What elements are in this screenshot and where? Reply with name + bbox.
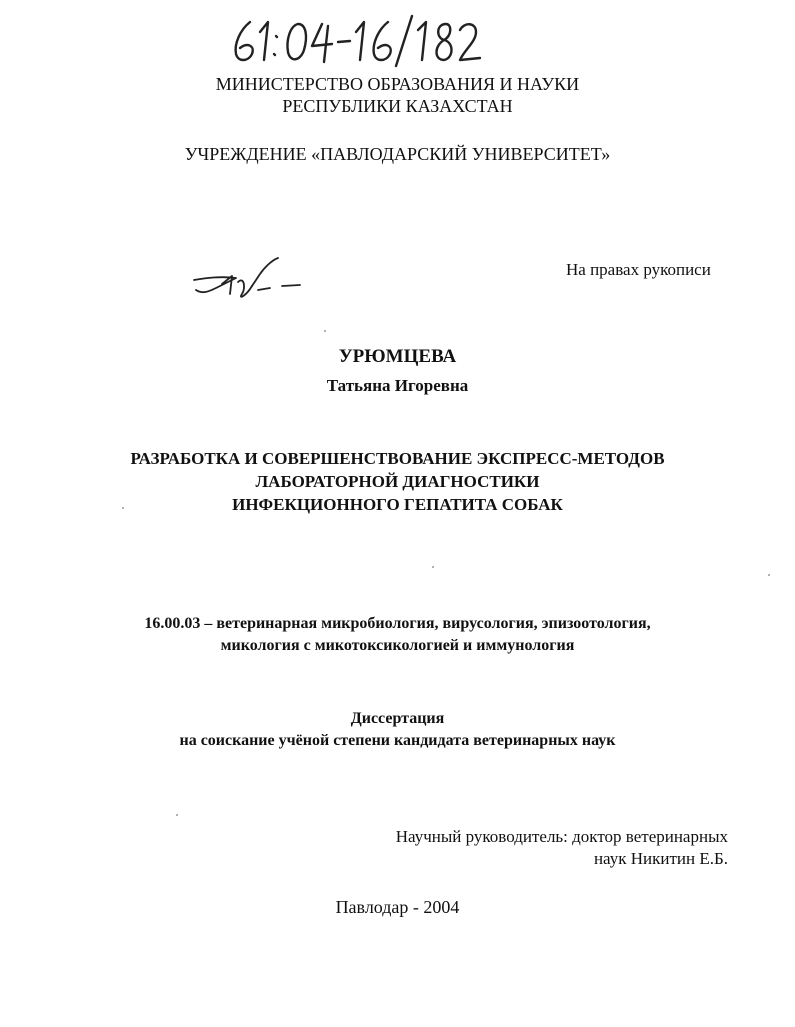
handwritten-archive-number (228, 10, 488, 68)
specialty-line-2: микология с микотоксикологией и иммунология (220, 637, 575, 654)
specialty-code (0, 613, 795, 657)
ministry-line-1: МИНИСТЕРСТВО ОБРАЗОВАНИЯ И НАУКИ (215, 74, 580, 94)
title-line-2: ЛАБОРАТОРНОЙ ДИАГНОСТИКИ (255, 472, 540, 491)
ministry-line-2: РЕСПУБЛИКИ КАЗАХСТАН (282, 96, 513, 116)
author-given-name: Татьяна Игоревна (326, 376, 469, 395)
scan-speck (768, 574, 770, 576)
degree-description: на соискание учёной степени кандидата ветеринарных наук (179, 732, 616, 749)
scientific-supervisor (396, 826, 728, 870)
institution-heading (0, 143, 795, 165)
signature-handwriting (186, 254, 306, 308)
scan-speck (432, 566, 434, 568)
specialty-line-1: 16.00.03 – ветеринарная микробиология, вирусология, эпизоотология, (144, 615, 651, 632)
signature (186, 254, 306, 308)
scan-speck (122, 507, 124, 509)
scan-speck (324, 330, 326, 332)
institution-name: УЧРЕЖДЕНИЕ «ПАВЛОДАРСКИЙ УНИВЕРСИТЕТ» (184, 144, 611, 164)
scan-speck (176, 814, 178, 816)
supervisor-line-2: наук Никитин Е.Б. (593, 849, 728, 868)
city-and-year: Павлодар - 2004 (335, 897, 460, 917)
supervisor-line-1: Научный руководитель: доктор ветеринарных (395, 827, 728, 846)
title-line-3: ИНФЕКЦИОННОГО ГЕПАТИТА СОБАК (232, 495, 563, 514)
dissertation-title (0, 447, 795, 516)
archive-number-handwriting (228, 10, 488, 68)
dissertation-degree (0, 708, 795, 752)
manuscript-rights-note: На правах рукописи (566, 260, 711, 279)
ministry-heading (0, 73, 795, 117)
author-surname: УРЮМЦЕВА (338, 346, 457, 367)
title-line-1: РАЗРАБОТКА И СОВЕРШЕНСТВОВАНИЕ ЭКСПРЕСС-МЕТОДОВ (130, 449, 665, 468)
dissertation-label: Диссертация (350, 710, 445, 727)
